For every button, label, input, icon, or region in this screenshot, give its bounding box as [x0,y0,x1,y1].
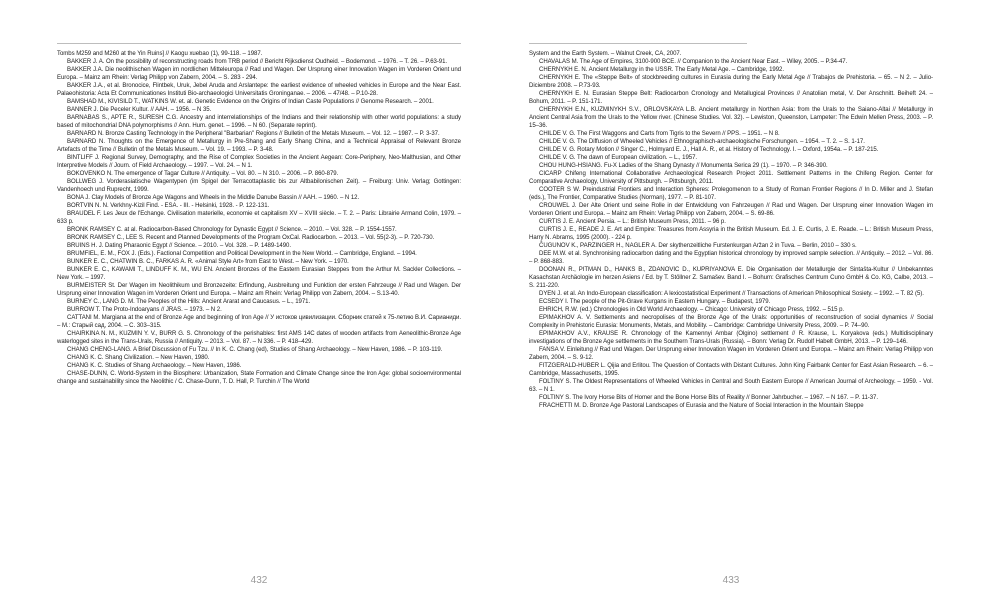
bibliography-entry: DOONAN R., PITMAN D., HANKS B., ZDANOVIC D., KUPRIYANOVA E. Die Organisation der Metallurgie der Sintašta-Kultur // Unbekanntes Kasachstan Archäologie im herzen Asiens / Ed. by T. Stöllner Z. Samašev. Band I. – Bohum: Grafisches Centrum Cuno GmbH & Co. KG, Calbe, 2013. – S. 211-220. [529,267,933,289]
bibliography-entry: BONA J. Clay Models of Bronze Age Wagons and Wheels in the Middle Danube Bassin // AAH. – 1960. – N 12. [67,195,360,201]
bibliography-entry: Tombs M259 and M260 at the Yin Ruins] // Kaogu xuebao (1), 99-118. – 1987. [57,51,263,57]
bibliography-entry: CHANG K. C. Studies of Shang Archaeology. – New Haven, 1986. [67,363,242,369]
bibliography-entry: FANSA V. Einleitung // Rad und Wagen. Der Ursprung einer Innovation Wagen im Vorderen Orient und Europa. – Mainz am Rhein: Verlag Philipp von Zabern, 2004. – S. 9-12. [529,347,933,361]
bibliography-entry: BORTVIN N. N. Verkhny-Kizil Find. - ESA. - III. - Helsinki, 1928. - P. 122-131. [67,203,270,209]
bibliography-entry: EPIMAKHOV A. V. Settlements and necropolises of the Bronze Age of the Urals: opportunities of reconstruction of social dynamics // Social Complexity in Prehistoric Eurasia: Monuments, Metals, and Mobility. – Cambridge: Cambridge University Press, 2009. – P. 74–90. [529,315,933,329]
bibliography-entry: FOLTINY S. The Oldest Representations of Wheeled Vehicles in Central and South Eastern Europe // American Journal of Archeology. – 1959. - Vol. 63. – N 1. [529,379,933,393]
bibliography-entry: BURNEY C., LANG D. M. The Peoples of the Hills: Ancient Ararat and Caucasus. – L., 1971. [67,299,311,305]
bibliography-entry: DEE M.W. et al. Synchronising radiocarbon dating and the Egyptian historical chronology by improved sample selection. // Antiquity. – 2012. – Vol. 86. – P. 868-883. [529,251,933,265]
bibliography-entry: BRONK RAMSEY C., LEE S. Recent and Planned Developments of the Program OxCal. Radiocarbon. – 2013. – Vol. 55(2-3). – P. 720-730. [67,235,435,241]
bibliography-entry: BARNARD N. Bronze Casting Technology in the Peripheral "Barbarian" Regions // Bulletin of the Metals Museum. – Vol. 12. – 1987. – P. 3-37. [67,131,440,137]
bibliography-entry: CHERNYKH E. N. Ancient Metallurgy in the USSR. The Early Metal Age. – Cambridge, 1992. [539,67,784,73]
bibliography-column [529,50,933,410]
bibliography-entry: CICARP Chifeng International Collaborative Archaeological Research Project 2011. Settlement Patterns in the Chifeng Region. Center for Comparative Archaeology, University of Pittsburgh. – Pittsburgh, 2011. [529,171,933,185]
bibliography-entry: CROUWEL J. Der Alte Orient und seine Rolle in der Entwicklung von Fahrzeugen // Rad und Wagen. Der Ursprung einer Innovation Wagen im Vorderen Orient und Europa. – Mainz am Rhein: Verlag Philipp von Zabern, 2004. – S. 69-86. [529,203,933,217]
bibliography-entry: BRAUDEL F. Les Jeux de l'Echange. Civilisation materielle, economie et capitalism XV – XVIII siècle. – T. 2. – Paris: Librairie Armand Colin, 1979. – 633 p. [57,211,461,225]
right-page [529,0,933,614]
bibliography-entry: BRUINS H. J. Dating Pharaonic Egypt // Science. – 2010. – Vol. 328. – P. 1489-1490. [67,243,291,249]
bibliography-entry: CHASE-DUNN, C. World-System in the Biosphere: Urbanization, State Formation and Climate Change since the Iron Age: global socioenvironmental change and sustainability since the Neolithic / C. Chase-Dunn, T. D. Hall, P. Turchin // The World [57,371,461,385]
page-number: 433 [722,575,740,586]
bibliography-entry: CURTIS J. E. Ancient Persia. – L.: British Museum Press, 2011. – 96 p. [539,219,726,225]
bibliography-entry: BAMSHAD M., KIVISILD T., WATKINS W. et. al. Genetic Evidence on the Origins of Indian Caste Populations // Genome Research. – 2001. [67,99,434,105]
page-number: 432 [250,575,268,586]
bibliography-entry: CHILDE V. G. The Diffusion of Wheeled Vehicles // Ethnographisch-archaeologische Forschungen. – 1954. – T. 2. – S. 1-17. [539,139,865,145]
bibliography-entry: CHAVALAS M. The Age of Empires, 3100-900 BCE. // Companion to the Ancient Near East. – Wiley, 2005. – P.34-47. [539,59,848,65]
bibliography-entry: FITZGERALD-HUBER L. Qijia and Erlitou. The Question of Contacts with Distant Cultures. John King Fairbank Center for East Asian Research. – 6. – Cambridge, Massachusetts, 1995. [529,363,933,377]
bibliography-entry: BAKKER J.A. Die neolithischen Wagen im nordlichen Mitteleuropa // Rad und Wagen. Der Ursprung einer Innovation Wagen im Vorderen Orient und Europa. – Mainz am Rhein: Verlag Philipp von Zabern, 2004. – S. 283 - 294. [57,67,461,81]
bibliography-entry: COOTER S W. Preindustrial Frontiers and Interaction Spheres: Prolegomenon to a Study of Roman Frontier Regions // In D. Miller and J. Stefan (eds.), The Frontier, Comparative Studies (Norman), 1977. – P. 81-107. [529,187,933,201]
bibliography-entry: BOLLWEG J. Vorderasiatische Wagentypen (im Spigel der Terracottaplastic bis zur Altbabilonischen Zeit). – Freiburg: Univ. Verlag; Gottingen: Vandenhoech und Ruprecht, 1999. [57,179,461,193]
bibliography-entry: BAKKER J. A. On the possibility of reconstructing roads from TRB period // Bericht Rijksdienst Oudheid. – Bodemond. – 1976. – T. 26. – P.63-91. [67,59,448,65]
header-rule [57,43,461,44]
bibliography-entry: ECSEDY I. The people of the Pit-Grave Kurgans in Eastern Hungary. – Budapest, 1979. [539,299,771,305]
bibliography-entry: BURMEISTER St. Der Wagen im Neolithikum und Bronzezeite: Erfindung, Ausbreitung und Funktion der ersten Fahrzeuge // Rad und Wagen. Der Ursprung einer Innovation Wagen im Vorderen Orient und Europa. – Mainz am Rhein: Verlag Philipp von Zabern, 2004. – S.13-40. [57,283,461,297]
bibliography-column [57,50,461,386]
bibliography-entry: BURROW T. The Proto-Indoaryans // JRAS. – 1973. – N 2. [67,307,222,313]
bibliography-entry: CHAIRKINA N. M., KUZMIN Y. V., BURR G. S. Chronology of the perishables: first AMS 14C dates of wooden artifacts from Aeneolithic-Bronze Age waterlogged sites in the Trans-Urals, Russia // Antiquity. – 2013. – Vol. 87. – N 336. – P. 418–429. [57,331,461,345]
bibliography-entry: DYEN J. et al. An Indo-European classification: A lexicostatistical Experiment // Transactions of American Philosophical Sosiety. – 1992. – T. 82 (5). [539,291,924,297]
header-rule [529,43,747,44]
bibliography-entry: EPIMAKHOV A.V., KRAUSE R. Chronology of the Kamennyi Ambar (Olgino) settlement // R. Krause, L. Koryakova (eds.) Multidisciplinary investigations of the Bronze Age settlements in the Southern Trans-Urals (Russia). – Bonn: Verlag Dr. Rudolf Habelt GmbH, 2013. – P. 129–146. [529,331,933,345]
bibliography-entry: CHILDE V. G. The First Waggons and Carts from Tigris to the Severn // PPS. – 1951. – N 8. [539,131,780,137]
bibliography-entry: CHOU HUNG-HSIANG. Fu-X Ladies of the Shang Dynasty // Monumenta Serica 29 (1). – 1970. – P. 346-390. [539,163,828,169]
bibliography-entry: CATTANI M. Margiana at the end of Bronze Age and beginning of Iron Age // У истоков цивилизации. Сборник статей к 75-летию В.И. Сарианиди. – М.: Старый сад, 2004. – С. 303–315. [57,315,461,329]
bibliography-entry: CURTIS J. E., READE J. E. Art and Empire: Treasures from Assyria in the British Museum. Ed. J. E. Curtis, J. E. Reade. – L.: British Museum Press, Harry N. Abrams, 1995 (2000). - 224 p. [529,227,933,241]
bibliography-entry: CHANG CHENG-LANG. A Brief Discussion of Fu Tzu. // In K. C. Chang (ed), Studies of Shang Archaeology. – New Haven, 1986. – P. 103-119. [67,347,443,353]
bibliography-entry: FOLTINY S. The Ivory Horse Bits of Homer and the Bone Horse Bits of Reality // Bonner Jahrbucher. – 1967. – N 167. – P. 11-37. [539,395,878,401]
bibliography-entry: BINTLIFF J. Regional Survey, Demography, and the Rise of Complex Societies in the Ancient Aegean: Core-Periphery, Neo-Malthusian, and Other Interpretive Models // Journ. of Field Archaeology. – 1997. – Vol. 24. – N 1. [57,155,461,169]
left-page [57,0,461,614]
bibliography-entry: EHRICH, R.W. (ed.) Chronologies in Old World Archaeology. – Chicago: University of Chicago Press, 1992. – 515 p. [539,307,845,313]
bibliography-entry: BUNKER E. C., KAWAMI T., LINDUFF K. M., WU EN. Ancient Bronzes of the Eastern Eurasian Steppes from the Arthur M. Sackler Collections. – New York. – 1997. [57,267,461,281]
bibliography-entry: BARNARD N. Thoughts on the Emergence of Metallurgy in Pre-Shang and Early Shang China, and a Technical Appraisal of Relevant Bronze Artefacts of the Time // Bulletin of the Metals Museum. – Vol. 19. – 1993. – P. 3-48. [57,139,461,153]
bibliography-entry: BRONK RAMSEY C. at al. Radiocarbon-Based Chronology for Dynastic Egypt // Science. – 2010. – Vol. 328. – P. 1554-1557. [67,227,397,233]
bibliography-entry: BOKOVENKO N. The emergence of Tagar Culture // Antiquity. – Vol. 80. – N 310. – 2006. – P. 860-879. [67,171,339,177]
bibliography-entry: BANNER J. Die Peceler Kultur. // AAH. – 1956. – N 35. [67,107,212,113]
bibliography-entry: CHILDE V. G. The dawn of European civilization. – L., 1957. [539,155,698,161]
bibliography-entry: CHANG K. C. Shang Civilization. – New Haven, 1980. [67,355,210,361]
bibliography-entry: BAKKER J.A., et al. Bronocice, Flintbek, Uruk, Jebel Aruda and Arslantepe: the earliest evidence of wheeled vehicles in Europe and the Near East. Palaeohistoria: Acta Et Communicationes Instituti Bio-archaeologici Universitatis Groninganae. – 2006. – 47/48. – P.10-28. [57,83,461,97]
bibliography-entry: CHILDE V. G. Rotary Motion // Singer C., Holmyard E. J., Hall A. R., et al. History of Technology. I. – Oxford, 1954a. – P. 187-215. [539,147,879,153]
bibliography-entry: ČUGUNOV K., PARZINGER H., NAGLER A. Der skythenzeitliche Furstenkurgan Aržan 2 in Tuva. – Berlin, 2010 – 330 s. [539,243,857,249]
bibliography-entry: CHERNYKH E. The «Steppe Belt» of stockbreeding cultures in Eurasia during the Early Metal Age // Trabajos de Prehistoria. – 65. – N 2. – Julio-Diciembre 2008. – P.73-93. [529,75,933,89]
bibliography-entry: System and the Earth System. – Walnut Creek, CA, 2007. [529,51,682,57]
bibliography-entry: BRUMFIEL, E. M., FOX J. (Eds.). Factional Competition and Political Development in the New World. – Cambridge, England. – 1994. [67,251,417,257]
bibliography-entry: BARNABAS S., APTE R., SURESH C.G. Ancestry and interrelationships of the Indians and their relationship with other world populations: a study based of mitochondrial DNA polymorphisms // Ann. Hum. genet. – 1996. – N 60. (Separate reprint). [57,115,461,129]
bibliography-entry: BUNKER E. C., CHATWIN B. C., FARKAS A. R. «Animal Style Art» from East to West. – New York. – 1970. [67,259,349,265]
bibliography-entry: CHERNYKH E. N. Eurasian Steppe Belt: Radiocarbon Cronology and Metallugical Provinces // Anatolian metal, V. Der Anschnitt. Beiheft 24. – Bohum, 2011. – P. 151-171. [529,91,933,105]
bibliography-entry: FRACHETTI M. D. Bronze Age Pastoral Landscapes of Eurasia and the Nature of Social Interaction in the Mountain Steppe [539,403,864,409]
bibliography-entry: CHERNYKH E.N., KUZMINYKH S.V., ORLOVSKAYA L.B. Ancient metallurgy in Northen Asia: from the Urals to the Saiano-Altai // Metallurgy in Ancient Central Asia from the Urals to the Yellow river. (Chinese Studies. Vol. 32). – Lewiston, Queenston, Lampeter: The Edwin Mellen Press, 2003. – P. 15–36. [529,107,933,129]
